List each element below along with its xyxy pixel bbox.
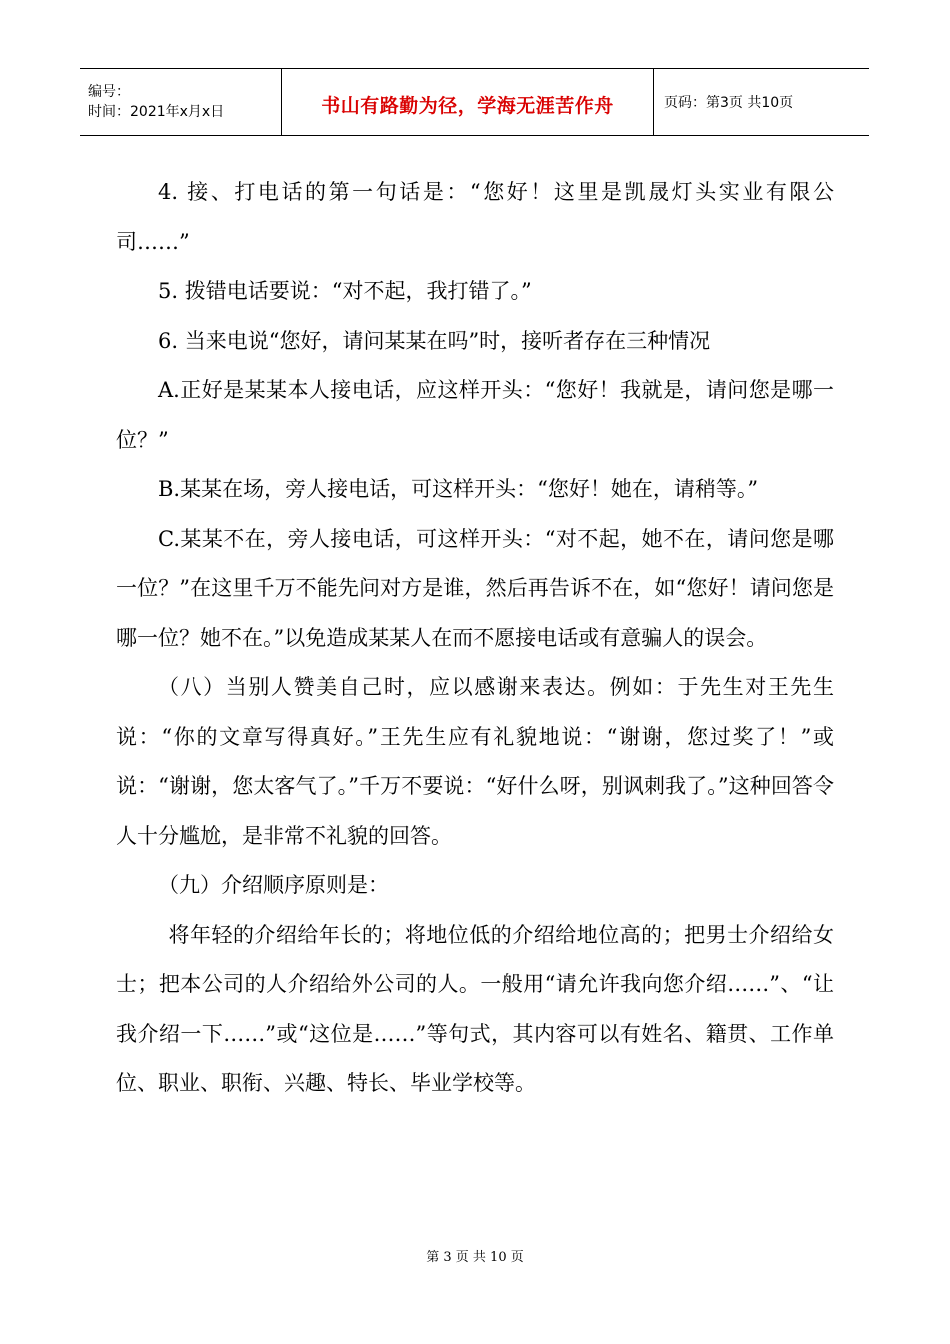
header-motto-cell [282, 69, 654, 135]
header-motto: 书山有路勤为径，学海无涯苦作舟 [321, 94, 614, 117]
paragraph-item-5: 5. 拨错电话要说：“对不起，我打错了。” [158, 279, 532, 303]
paragraph-case-c: C.某某不在，旁人接电话，可这样开头：“对不起，她不在，请问您是哪一位？”在这里千万不能先问对方是谁，然后再告诉不在，如“您好！请问您是哪一位？她不在。”以免造成某某人在而不愿接电话或有意骗人的误会。 [116, 526, 834, 650]
page-footer: 第 3 页 共 10 页 [426, 1250, 524, 1265]
paragraph-section-8: （八）当别人赞美自己时，应以感谢来表达。例如：于先生对王先生说：“你的文章写得真好。”王先生应有礼貌地说：“谢谢，您过奖了！”或说：“谢谢，您太客气了。”千万不要说：“好什么呀，别讽刺我了。”这种回答令人十分尴尬，是非常不礼貌的回答。 [116, 675, 834, 848]
document-body [116, 168, 834, 1109]
paragraph-item-6: 6. 当来电说“您好，请问某某在吗”时，接听者存在三种情况 [158, 328, 711, 353]
document-number-label: 编号： [88, 84, 130, 100]
paragraph-intro-rules: 将年轻的介绍给年长的；将地位低的介绍给地位高的；把男士介绍给女士；把本公司的人介绍给外公司的人。一般用“请允许我向您介绍……”、“让我介绍一下……”或“这位是……”等句式，其内容可以有姓名、籍贯、工作单位、职业、职衔、兴趣、特长、毕业学校等。 [116, 922, 834, 1095]
document-date: 时间：2021年x月x日 [88, 104, 225, 120]
header-meta [80, 69, 282, 135]
paragraph-section-9: （九）介绍顺序原则是： [158, 873, 389, 897]
header-page-cell [654, 69, 869, 135]
paragraph-case-b: B.某某在场，旁人接电话，可这样开头：“您好！她在，请稍等。” [158, 477, 759, 501]
paragraph-item-4: 4. 接、打电话的第一句话是：“您好！这里是凯晟灯头实业有限公司……” [116, 180, 834, 254]
document-header [80, 68, 869, 136]
paragraph-case-a: A.正好是某某本人接电话，应这样开头：“您好！我就是，请问您是哪一位？” [116, 378, 834, 452]
header-page-info: 页码：第3页 共10页 [664, 95, 794, 111]
